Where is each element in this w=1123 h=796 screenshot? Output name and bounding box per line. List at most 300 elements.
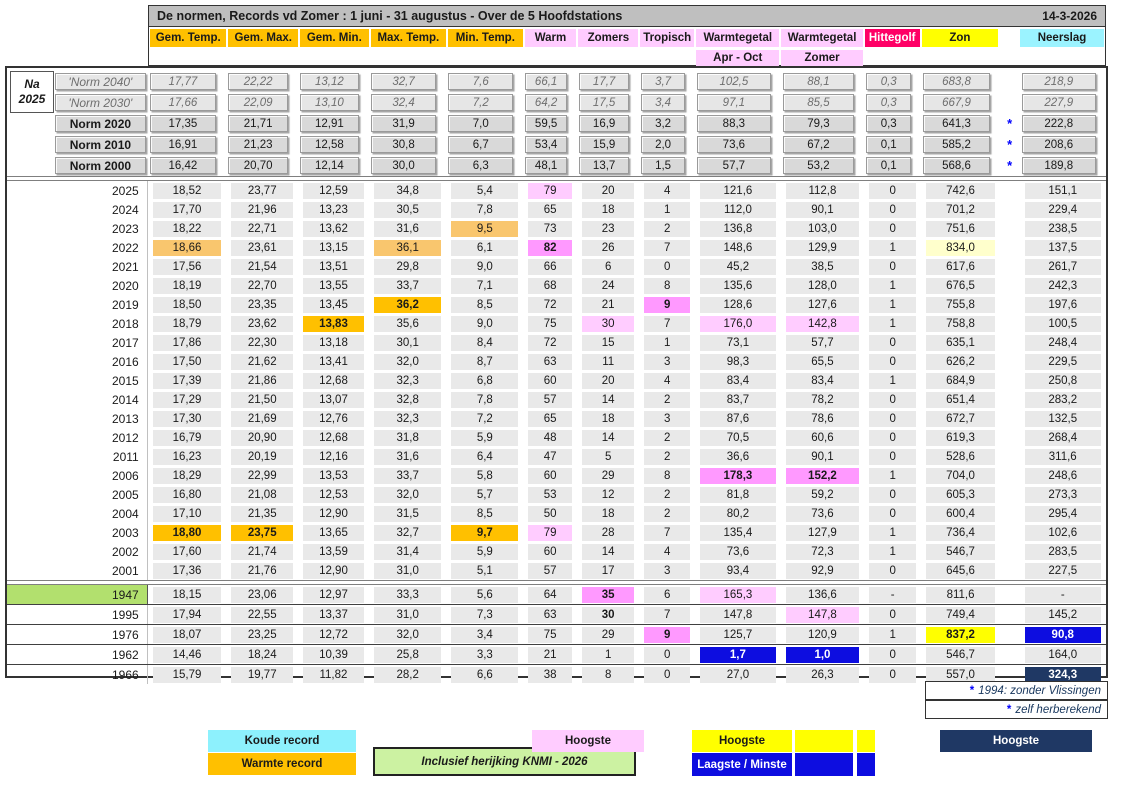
value-cell[interactable]	[1020, 561, 1107, 580]
value-cell[interactable]	[446, 181, 523, 200]
value-cell[interactable]	[148, 645, 227, 664]
value-cell[interactable]	[695, 665, 781, 684]
value-cell[interactable]	[369, 134, 447, 155]
value-cell[interactable]	[639, 447, 695, 466]
value-cell[interactable]	[298, 409, 369, 428]
value-cell[interactable]	[226, 134, 298, 155]
value-cell[interactable]	[226, 561, 298, 580]
value-cell[interactable]	[695, 200, 781, 219]
value-cell[interactable]	[148, 466, 227, 485]
value-cell[interactable]	[577, 390, 639, 409]
year-label[interactable]: 2018	[7, 314, 148, 333]
value-cell[interactable]	[226, 542, 298, 561]
value-cell[interactable]	[864, 134, 921, 155]
value-cell[interactable]	[864, 585, 921, 604]
value-cell[interactable]	[639, 466, 695, 485]
value-cell[interactable]	[781, 71, 865, 92]
value-cell[interactable]	[577, 466, 639, 485]
value-cell[interactable]	[369, 466, 447, 485]
value-cell[interactable]	[298, 447, 369, 466]
value-cell[interactable]	[781, 200, 865, 219]
value-cell[interactable]	[864, 352, 921, 371]
value-cell[interactable]	[639, 371, 695, 390]
value-cell[interactable]	[523, 561, 577, 580]
value-cell[interactable]	[148, 257, 227, 276]
value-cell[interactable]	[781, 542, 865, 561]
value-cell[interactable]	[639, 155, 695, 176]
value-cell[interactable]	[781, 181, 865, 200]
value-cell[interactable]	[446, 333, 523, 352]
value-cell[interactable]	[523, 409, 577, 428]
value-cell[interactable]	[577, 257, 639, 276]
value-cell[interactable]	[781, 409, 865, 428]
value-cell[interactable]	[921, 371, 1000, 390]
value-cell[interactable]	[921, 447, 1000, 466]
value-cell[interactable]	[1020, 181, 1107, 200]
value-cell[interactable]	[1020, 333, 1107, 352]
col-header-min-temp-[interactable]	[447, 27, 523, 48]
value-cell[interactable]	[1020, 390, 1107, 409]
col-header-zon[interactable]	[921, 27, 999, 48]
value-cell[interactable]	[577, 428, 639, 447]
value-cell[interactable]	[298, 134, 369, 155]
value-cell[interactable]	[921, 523, 1000, 542]
value-cell[interactable]	[577, 645, 639, 664]
value-cell[interactable]	[695, 219, 781, 238]
value-cell[interactable]	[864, 409, 921, 428]
value-cell[interactable]	[446, 585, 523, 604]
value-cell[interactable]	[781, 645, 865, 664]
value-cell[interactable]	[148, 447, 227, 466]
value-cell[interactable]	[781, 352, 865, 371]
value-cell[interactable]	[639, 645, 695, 664]
value-cell[interactable]	[577, 113, 639, 134]
value-cell[interactable]	[523, 155, 577, 176]
value-cell[interactable]	[577, 314, 639, 333]
value-cell[interactable]	[577, 238, 639, 257]
value-cell[interactable]	[1020, 352, 1107, 371]
value-cell[interactable]	[639, 504, 695, 523]
value-cell[interactable]	[639, 625, 695, 644]
value-cell[interactable]	[864, 113, 921, 134]
year-label[interactable]: 2016	[7, 352, 148, 371]
value-cell[interactable]	[921, 295, 1000, 314]
value-cell[interactable]	[921, 71, 1000, 92]
col-header-tropisch[interactable]	[639, 27, 695, 48]
value-cell[interactable]	[523, 605, 577, 624]
value-cell[interactable]	[226, 466, 298, 485]
value-cell[interactable]	[226, 295, 298, 314]
value-cell[interactable]	[695, 113, 781, 134]
value-cell[interactable]	[148, 181, 227, 200]
value-cell[interactable]	[1020, 523, 1107, 542]
value-cell[interactable]	[695, 409, 781, 428]
value-cell[interactable]	[446, 625, 523, 644]
value-cell[interactable]	[446, 257, 523, 276]
value-cell[interactable]	[639, 390, 695, 409]
value-cell[interactable]	[226, 409, 298, 428]
value-cell[interactable]	[298, 314, 369, 333]
value-cell[interactable]	[298, 295, 369, 314]
value-cell[interactable]	[226, 504, 298, 523]
value-cell[interactable]	[369, 409, 447, 428]
value-cell[interactable]	[446, 466, 523, 485]
value-cell[interactable]	[523, 71, 577, 92]
value-cell[interactable]	[148, 625, 227, 644]
value-cell[interactable]	[369, 390, 447, 409]
year-label[interactable]: 2005	[7, 485, 148, 504]
value-cell[interactable]	[695, 257, 781, 276]
value-cell[interactable]	[226, 605, 298, 624]
value-cell[interactable]	[148, 665, 227, 684]
value-cell[interactable]	[446, 314, 523, 333]
value-cell[interactable]	[226, 238, 298, 257]
value-cell[interactable]	[577, 333, 639, 352]
value-cell[interactable]	[226, 155, 298, 176]
value-cell[interactable]	[921, 181, 1000, 200]
value-cell[interactable]	[921, 409, 1000, 428]
value-cell[interactable]	[577, 485, 639, 504]
value-cell[interactable]	[577, 155, 639, 176]
norm-row-label[interactable]	[53, 134, 147, 155]
value-cell[interactable]	[921, 428, 1000, 447]
value-cell[interactable]	[695, 605, 781, 624]
year-label[interactable]: 2019	[7, 295, 148, 314]
value-cell[interactable]	[695, 523, 781, 542]
value-cell[interactable]	[695, 645, 781, 664]
value-cell[interactable]	[298, 665, 369, 684]
value-cell[interactable]	[1020, 625, 1107, 644]
value-cell[interactable]	[577, 295, 639, 314]
value-cell[interactable]	[523, 466, 577, 485]
value-cell[interactable]	[864, 238, 921, 257]
value-cell[interactable]	[298, 625, 369, 644]
value-cell[interactable]	[921, 200, 1000, 219]
value-cell[interactable]	[148, 390, 227, 409]
value-cell[interactable]	[446, 485, 523, 504]
value-cell[interactable]	[921, 625, 1000, 644]
col-header-warmtegetal[interactable]	[780, 27, 863, 48]
col-header-gem-temp-[interactable]	[149, 27, 227, 48]
value-cell[interactable]	[639, 92, 695, 113]
value-cell[interactable]	[577, 447, 639, 466]
value-cell[interactable]	[1020, 504, 1107, 523]
value-cell[interactable]	[695, 238, 781, 257]
value-cell[interactable]	[781, 390, 865, 409]
value-cell[interactable]	[781, 504, 865, 523]
value-cell[interactable]	[446, 295, 523, 314]
value-cell[interactable]	[864, 71, 921, 92]
value-cell[interactable]	[639, 295, 695, 314]
norm-row-label[interactable]	[53, 113, 147, 134]
value-cell[interactable]	[226, 447, 298, 466]
value-cell[interactable]	[921, 561, 1000, 580]
value-cell[interactable]	[1020, 219, 1107, 238]
value-cell[interactable]	[298, 113, 369, 134]
value-cell[interactable]	[369, 665, 447, 684]
value-cell[interactable]	[864, 542, 921, 561]
value-cell[interactable]	[369, 181, 447, 200]
value-cell[interactable]	[446, 523, 523, 542]
value-cell[interactable]	[1020, 134, 1107, 155]
value-cell[interactable]	[864, 295, 921, 314]
value-cell[interactable]	[226, 314, 298, 333]
value-cell[interactable]	[523, 585, 577, 604]
value-cell[interactable]	[226, 645, 298, 664]
value-cell[interactable]	[446, 542, 523, 561]
value-cell[interactable]	[1020, 92, 1107, 113]
value-cell[interactable]	[148, 92, 227, 113]
col-header-hittegolf[interactable]	[864, 27, 921, 48]
value-cell[interactable]	[864, 371, 921, 390]
year-label[interactable]: 2012	[7, 428, 148, 447]
value-cell[interactable]	[781, 523, 865, 542]
value-cell[interactable]	[369, 314, 447, 333]
value-cell[interactable]	[781, 276, 865, 295]
value-cell[interactable]	[298, 466, 369, 485]
value-cell[interactable]	[369, 238, 447, 257]
year-label[interactable]: 2004	[7, 504, 148, 523]
value-cell[interactable]	[523, 314, 577, 333]
value-cell[interactable]	[921, 605, 1000, 624]
value-cell[interactable]	[369, 542, 447, 561]
value-cell[interactable]	[446, 200, 523, 219]
value-cell[interactable]	[1020, 71, 1107, 92]
value-cell[interactable]	[446, 447, 523, 466]
value-cell[interactable]	[148, 155, 227, 176]
year-label[interactable]: 2001	[7, 561, 148, 580]
value-cell[interactable]	[864, 485, 921, 504]
year-label[interactable]: 2021	[7, 257, 148, 276]
value-cell[interactable]	[298, 155, 369, 176]
value-cell[interactable]	[226, 200, 298, 219]
value-cell[interactable]	[1020, 447, 1107, 466]
value-cell[interactable]	[298, 605, 369, 624]
value-cell[interactable]	[577, 200, 639, 219]
year-label[interactable]: 2023	[7, 219, 148, 238]
value-cell[interactable]	[921, 276, 1000, 295]
value-cell[interactable]	[148, 238, 227, 257]
value-cell[interactable]	[695, 333, 781, 352]
value-cell[interactable]	[864, 504, 921, 523]
value-cell[interactable]	[921, 219, 1000, 238]
value-cell[interactable]	[369, 625, 447, 644]
value-cell[interactable]	[864, 257, 921, 276]
value-cell[interactable]	[639, 605, 695, 624]
value-cell[interactable]	[695, 585, 781, 604]
value-cell[interactable]	[1020, 428, 1107, 447]
value-cell[interactable]	[577, 605, 639, 624]
norm-row-label[interactable]	[53, 92, 147, 113]
value-cell[interactable]	[781, 428, 865, 447]
year-label[interactable]: 2006	[7, 466, 148, 485]
value-cell[interactable]	[1020, 605, 1107, 624]
value-cell[interactable]	[523, 134, 577, 155]
year-label[interactable]: 2011	[7, 447, 148, 466]
value-cell[interactable]	[298, 485, 369, 504]
value-cell[interactable]	[523, 371, 577, 390]
value-cell[interactable]	[864, 645, 921, 664]
value-cell[interactable]	[695, 625, 781, 644]
value-cell[interactable]	[695, 428, 781, 447]
value-cell[interactable]	[639, 523, 695, 542]
value-cell[interactable]	[695, 447, 781, 466]
value-cell[interactable]	[298, 371, 369, 390]
value-cell[interactable]	[864, 181, 921, 200]
value-cell[interactable]	[695, 561, 781, 580]
value-cell[interactable]	[148, 428, 227, 447]
value-cell[interactable]	[577, 561, 639, 580]
value-cell[interactable]	[695, 181, 781, 200]
value-cell[interactable]	[921, 134, 1000, 155]
value-cell[interactable]	[639, 585, 695, 604]
value-cell[interactable]	[781, 605, 865, 624]
value-cell[interactable]	[226, 352, 298, 371]
value-cell[interactable]	[369, 645, 447, 664]
value-cell[interactable]	[639, 71, 695, 92]
value-cell[interactable]	[695, 314, 781, 333]
value-cell[interactable]	[1020, 466, 1107, 485]
value-cell[interactable]	[864, 219, 921, 238]
value-cell[interactable]	[695, 504, 781, 523]
value-cell[interactable]	[298, 504, 369, 523]
value-cell[interactable]	[298, 181, 369, 200]
value-cell[interactable]	[781, 665, 865, 684]
value-cell[interactable]	[695, 92, 781, 113]
value-cell[interactable]	[148, 295, 227, 314]
value-cell[interactable]	[639, 352, 695, 371]
value-cell[interactable]	[369, 447, 447, 466]
value-cell[interactable]	[148, 71, 227, 92]
value-cell[interactable]	[446, 238, 523, 257]
value-cell[interactable]	[298, 523, 369, 542]
value-cell[interactable]	[1020, 645, 1107, 664]
value-cell[interactable]	[523, 219, 577, 238]
value-cell[interactable]	[369, 295, 447, 314]
value-cell[interactable]	[1020, 371, 1107, 390]
value-cell[interactable]	[226, 113, 298, 134]
value-cell[interactable]	[148, 523, 227, 542]
year-label[interactable]: 1966	[7, 665, 148, 684]
value-cell[interactable]	[446, 134, 523, 155]
value-cell[interactable]	[864, 92, 921, 113]
year-label[interactable]: 1995	[7, 605, 148, 624]
value-cell[interactable]	[226, 71, 298, 92]
value-cell[interactable]	[695, 134, 781, 155]
value-cell[interactable]	[781, 295, 865, 314]
value-cell[interactable]	[639, 113, 695, 134]
value-cell[interactable]	[1020, 276, 1107, 295]
value-cell[interactable]	[523, 665, 577, 684]
value-cell[interactable]	[148, 333, 227, 352]
value-cell[interactable]	[1020, 257, 1107, 276]
value-cell[interactable]	[523, 238, 577, 257]
year-label[interactable]: 2024	[7, 200, 148, 219]
value-cell[interactable]	[695, 352, 781, 371]
value-cell[interactable]	[369, 276, 447, 295]
value-cell[interactable]	[148, 585, 227, 604]
value-cell[interactable]	[781, 113, 865, 134]
value-cell[interactable]	[369, 504, 447, 523]
value-cell[interactable]	[577, 542, 639, 561]
value-cell[interactable]	[298, 92, 369, 113]
value-cell[interactable]	[921, 485, 1000, 504]
value-cell[interactable]	[864, 155, 921, 176]
value-cell[interactable]	[639, 134, 695, 155]
value-cell[interactable]	[639, 428, 695, 447]
value-cell[interactable]	[298, 71, 369, 92]
value-cell[interactable]	[148, 504, 227, 523]
value-cell[interactable]	[298, 428, 369, 447]
value-cell[interactable]	[369, 200, 447, 219]
value-cell[interactable]	[226, 276, 298, 295]
value-cell[interactable]	[369, 333, 447, 352]
value-cell[interactable]	[639, 542, 695, 561]
value-cell[interactable]	[695, 542, 781, 561]
value-cell[interactable]	[523, 542, 577, 561]
value-cell[interactable]	[226, 181, 298, 200]
value-cell[interactable]	[523, 390, 577, 409]
value-cell[interactable]	[921, 314, 1000, 333]
value-cell[interactable]	[523, 92, 577, 113]
value-cell[interactable]	[369, 71, 447, 92]
year-label[interactable]: 2025	[7, 181, 148, 200]
value-cell[interactable]	[446, 155, 523, 176]
value-cell[interactable]	[369, 352, 447, 371]
value-cell[interactable]	[298, 219, 369, 238]
value-cell[interactable]	[639, 219, 695, 238]
value-cell[interactable]	[639, 333, 695, 352]
value-cell[interactable]	[781, 314, 865, 333]
value-cell[interactable]	[523, 333, 577, 352]
value-cell[interactable]	[148, 605, 227, 624]
value-cell[interactable]	[921, 542, 1000, 561]
col-header-gem-min-[interactable]	[299, 27, 370, 48]
col-header-gem-max-[interactable]	[227, 27, 299, 48]
value-cell[interactable]	[298, 200, 369, 219]
value-cell[interactable]	[781, 238, 865, 257]
value-cell[interactable]	[781, 257, 865, 276]
value-cell[interactable]	[921, 585, 1000, 604]
value-cell[interactable]	[369, 155, 447, 176]
value-cell[interactable]	[1020, 314, 1107, 333]
value-cell[interactable]	[446, 645, 523, 664]
value-cell[interactable]	[523, 295, 577, 314]
value-cell[interactable]	[1020, 585, 1107, 604]
value-cell[interactable]	[148, 219, 227, 238]
value-cell[interactable]	[298, 390, 369, 409]
value-cell[interactable]	[226, 257, 298, 276]
value-cell[interactable]	[148, 113, 227, 134]
value-cell[interactable]	[639, 665, 695, 684]
value-cell[interactable]	[446, 390, 523, 409]
value-cell[interactable]	[298, 333, 369, 352]
value-cell[interactable]	[639, 561, 695, 580]
value-cell[interactable]	[639, 276, 695, 295]
value-cell[interactable]	[864, 625, 921, 644]
value-cell[interactable]	[695, 155, 781, 176]
value-cell[interactable]	[523, 276, 577, 295]
value-cell[interactable]	[1020, 485, 1107, 504]
value-cell[interactable]	[369, 428, 447, 447]
norm-row-label[interactable]	[53, 155, 147, 176]
value-cell[interactable]	[148, 200, 227, 219]
value-cell[interactable]	[369, 257, 447, 276]
value-cell[interactable]	[921, 352, 1000, 371]
value-cell[interactable]	[864, 276, 921, 295]
value-cell[interactable]	[781, 447, 865, 466]
value-cell[interactable]	[781, 92, 865, 113]
